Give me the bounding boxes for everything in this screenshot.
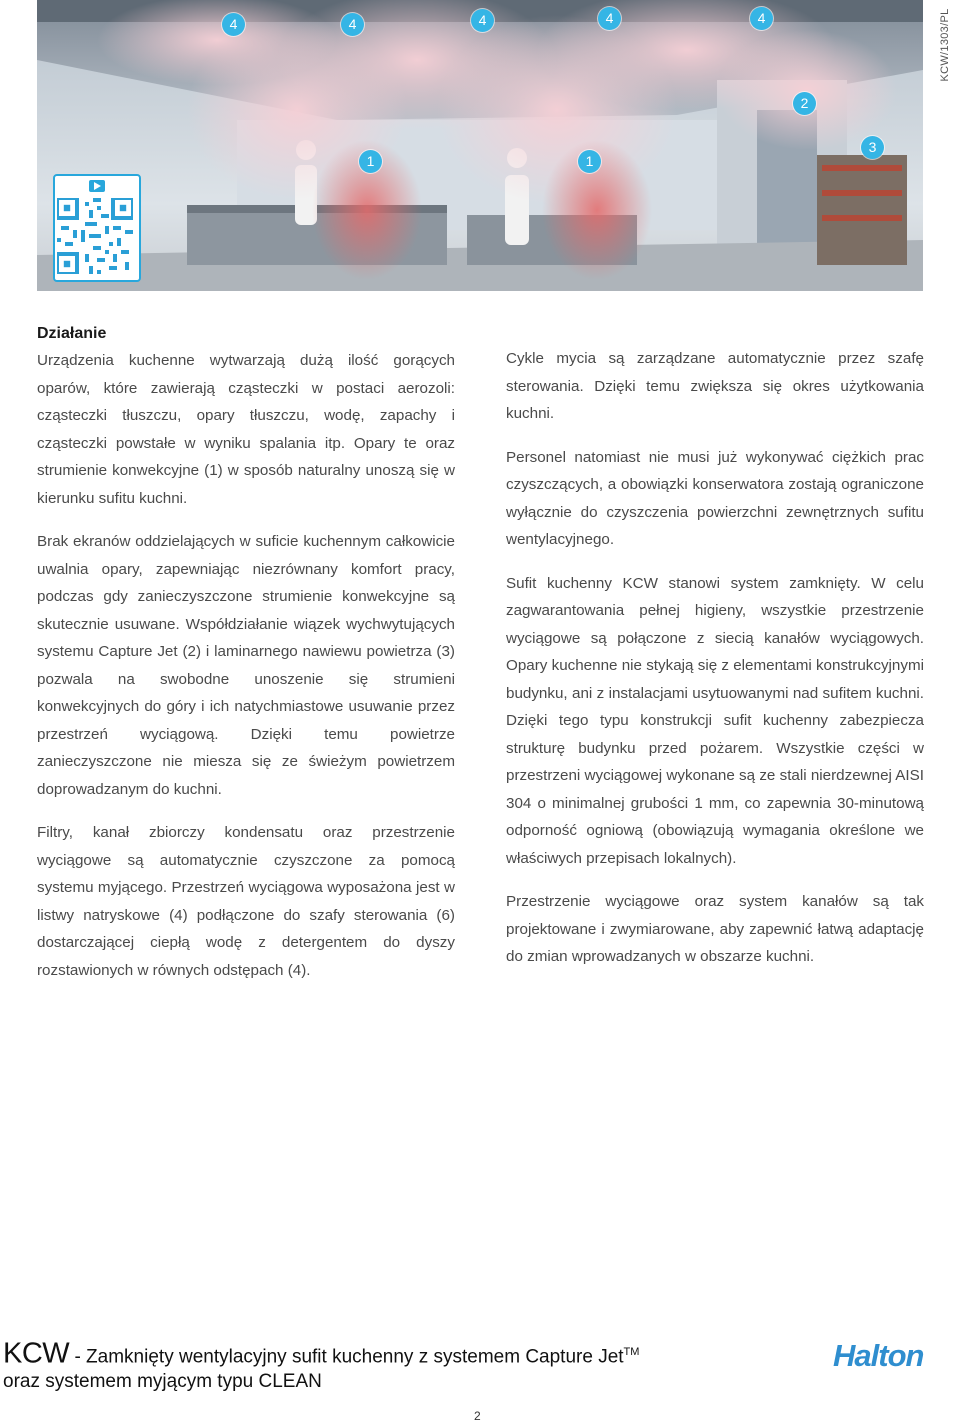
marker-4-e: 4 — [750, 7, 773, 30]
right-paragraph: Sufit kuchenny KCW stanowi system zamknięty. W celu zagwarantowania pełnej higieny, wszystkie przestrzenie wyciągowe są połączone z siecią kanałów wyciągowych. Opary kuchenne nie stykają się z elementami konstrukcyjnymi budynku, ani z instalacjami usytuowanymi nad sufitem kuchni. Dzięki tego typu konstrukcji sufit kuchenny zabezpiecza strukturę budynku przed pożarem. Wszystkie części w przestrzeni wyciągowej wykonane są ze stali nierdzewnej AISI 304 o minimalnej grubości 1 mm, co zapewnia 30-minutową odporność ogniową (obowiązują wymagania określone we właściwych przepisach lokalnych). — [506, 574, 924, 867]
logo-text: Halton — [833, 1338, 924, 1373]
product-name: KCW — [3, 1337, 70, 1370]
qr-code[interactable] — [53, 174, 141, 282]
right-column — [506, 345, 924, 987]
page-number: 2 — [474, 1409, 481, 1423]
marker-4-a: 4 — [222, 13, 245, 36]
marker-4-d: 4 — [598, 7, 621, 30]
qr-pattern — [57, 198, 133, 274]
footer-title-line1: - Zamknięty wentylacyjny sufit kuchenny z systemem Capture Jet — [69, 1346, 624, 1368]
marker-2: 2 — [793, 92, 816, 115]
left-paragraph: Filtry, kanał zbiorczy kondensatu oraz przestrzenie wyciągowe są automatycznie czyszczone za pomocą systemu myjącego. Przestrzeń wyciągowa wyposażona jest w listwy natryskowe (4) podłączone do szafy sterowania (6) dostarczającej ciepłą wodę z detergentem do dyszy rozstawionych w równych odstępach (4). — [37, 824, 455, 979]
right-paragraph: Personel natomiast nie musi już wykonywać ciężkich prac czyszczących, a obowiązki konserwatora zostają ograniczone wyłącznie do czyszczenia powierzchni zewnętrznych sufitu wentylacyjnego. — [506, 448, 924, 548]
video-play-icon — [89, 180, 105, 192]
right-paragraph: Cykle mycia są zarządzane automatycznie przez szafę sterowania. Dzięki temu zwiększa się okres użytkowania kuchni. — [506, 350, 924, 422]
halton-logo — [833, 1339, 958, 1373]
footer-title — [3, 1337, 640, 1394]
marker-1-a: 1 — [359, 150, 382, 173]
left-column — [37, 320, 455, 1000]
section-heading: Działanie — [37, 325, 107, 342]
marker-1-b: 1 — [578, 150, 601, 173]
marker-4-c: 4 — [471, 9, 494, 32]
left-paragraph: Urządzenia kuchenne wytwarzają dużą ilość gorących oparów, które zawierają cząsteczki w postaci aerozoli: cząsteczki tłuszczu, opary tłuszczu, wodę, zapachy i cząsteczki powstałe w wyniku spalania itp. Opary te oraz strumienie konwekcyjne (1) w sposób naturalny unoszą się w kierunku sufitu kuchni. — [37, 352, 455, 507]
kitchen-scene-drawing — [37, 0, 923, 291]
marker-3: 3 — [861, 136, 884, 159]
left-paragraph: Brak ekranów oddzielających w suficie kuchennym całkowicie uwalnia opary, zapewniając niezrównany komfort pracy, podczas gdy zanieczyszczone strumienie konwekcyjne są skutecznie usuwane. Współdziałanie wiązek wychwytujących systemu Capture Jet (2) i laminarnego nawiewu powietrza (3) pozwala na swobodne unoszenie się strumieni konwekcyjnych do góry i ich natychmiastowe usuwanie przez przestrzeń wyciągową. Dzięki temu powietrze zanieczyszczone nie miesza się ze świeżym powietrzem doprowadzanym do kuchni. — [37, 533, 455, 798]
marker-4-b: 4 — [341, 13, 364, 36]
right-paragraph: Przestrzenie wyciągowe oraz system kanałów są tak projektowane i zwymiarowane, aby zapewnić łatwą adaptację do zmian wprowadzanych w obszarze kuchni. — [506, 893, 924, 965]
document-code — [930, 0, 960, 90]
footer-title-line2: oraz systemem myjącym typu CLEAN — [3, 1371, 322, 1393]
kitchen-ventilation-illustration — [37, 0, 923, 291]
document-code-text: KCW/1303/PL — [939, 8, 951, 82]
trademark: TM — [623, 1346, 640, 1358]
